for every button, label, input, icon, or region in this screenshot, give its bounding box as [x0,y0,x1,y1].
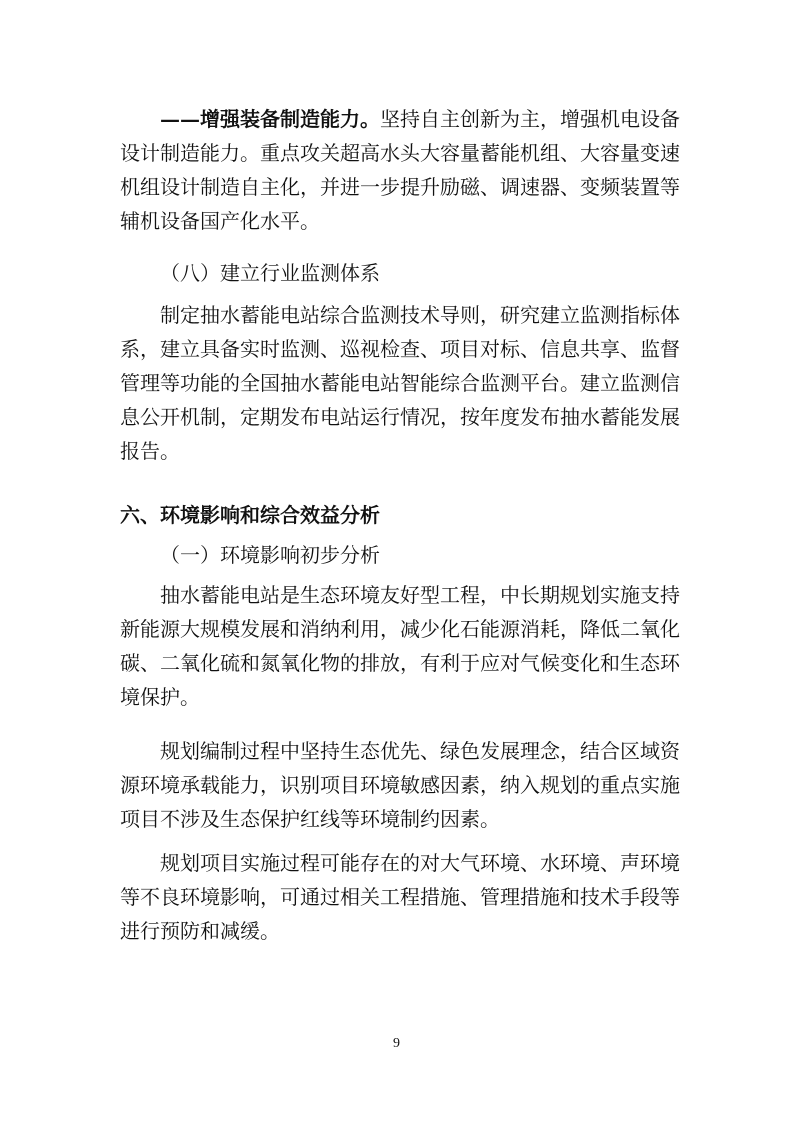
paragraph-equipment-manufacturing [120,102,680,238]
paragraph-monitoring: 制定抽水蓄能电站综合监测技术导则，研究建立监测指标体系，建立具备实时监测、巡视检查、项目对标、信息共享、监督管理等功能的全国抽水蓄能电站智能综合监测平台。建立监测信息公开机制，定期发布电站运行情况，按年度发布抽水蓄能发展报告。 [120,303,680,463]
paragraph-eco-friendly: 抽水蓄能电站是生态环境友好型工程，中长期规划实施支持新能源大规模发展和消纳利用，减少化石能源消耗，降低二氧化碳、二氧化硫和氮氧化物的排放，有利于应对气候变化和生态环境保护。 [120,583,680,709]
paragraph-body: 坚持自主创新为主，增强机电设备设计制造能力。重点攻关超高水头大容量蓄能机组、大容量变速机组设计制造自主化，并进一步提升励磁、调速器、变频装置等辅机设备国产化水平。 [120,107,680,233]
paragraph-planning-principles: 规划编制过程中坚持生态优先、绿色发展理念，结合区域资源环境承载能力，识别项目环境敏感因素，纳入规划的重点实施项目不涉及生态保护红线等环境制约因素。 [120,739,680,831]
subheading-environment-analysis: （一）环境影响初步分析 [160,543,380,567]
paragraph-mitigation: 规划项目实施过程可能存在的对大气环境、水环境、声环境等不良环境影响，可通过相关工程措施、管理措施和技术手段等进行预防和减缓。 [120,851,680,943]
paragraph-lead-bold: ——增强装备制造能力。 [160,107,380,131]
subheading-monitoring-system: （八）建立行业监测体系 [160,261,380,285]
page-number: 9 [393,1036,400,1051]
section-heading-environment: 六、环境影响和综合效益分析 [120,503,380,527]
